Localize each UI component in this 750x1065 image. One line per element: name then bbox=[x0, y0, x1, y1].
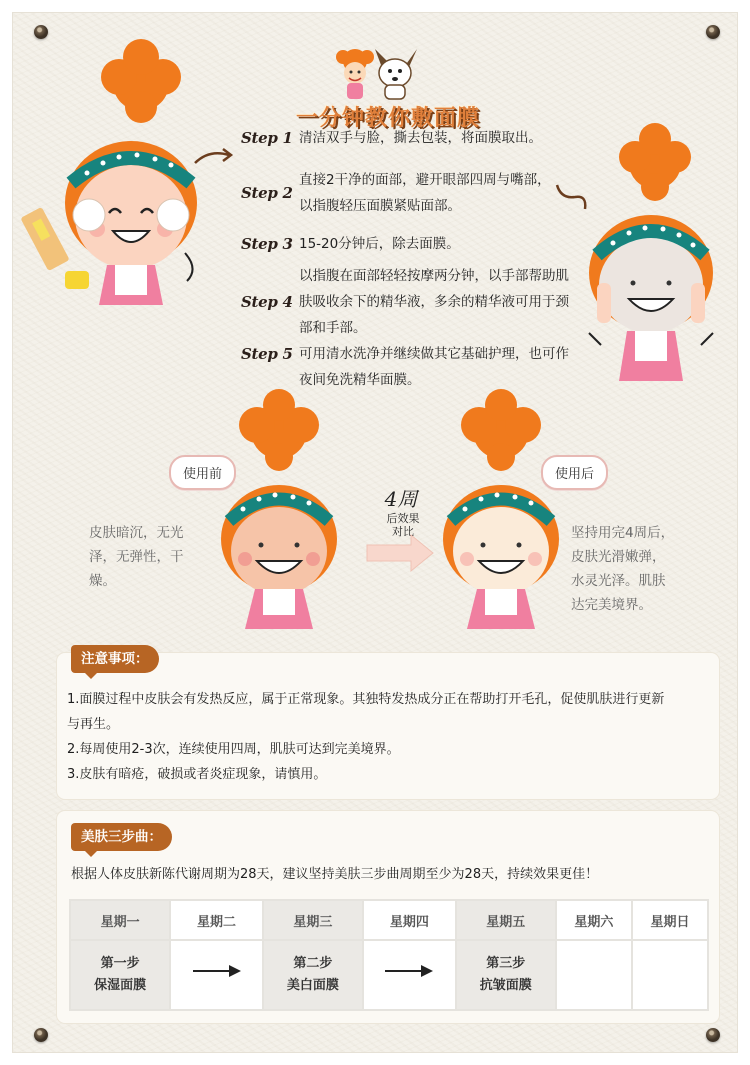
notes-heading: 注意事项： bbox=[71, 645, 159, 673]
note-2: 2.每周使用2-3次，连续使用四周，肌肤可达到完美境界。 bbox=[67, 742, 400, 757]
note-1-cont: 与再生。 bbox=[67, 717, 120, 732]
poster-page bbox=[12, 12, 738, 1053]
comparison-arrow-icon bbox=[367, 535, 433, 571]
step-4-line-2: 肤吸收余下的精华液，多余的精华液可用于颈 bbox=[299, 294, 569, 310]
schedule-body-row bbox=[70, 940, 708, 1010]
routine-panel bbox=[57, 811, 719, 1023]
step-1-label: Step 1 bbox=[241, 129, 293, 147]
step-4-label: Step 4 bbox=[241, 293, 293, 311]
after-label: 使用后 bbox=[555, 467, 595, 482]
cell-thursday bbox=[363, 940, 456, 1010]
cell-tuesday bbox=[170, 940, 263, 1010]
cell-friday: 第三步 抗皱面膜 bbox=[456, 940, 556, 1010]
girl-before-illustration bbox=[209, 389, 349, 629]
step-2-line-2: 以指腹轻压面膜紧贴面部。 bbox=[299, 198, 461, 214]
weeks-label: 4周 bbox=[384, 487, 418, 511]
after-description: 坚持用完4周后， 皮肤光滑嫩弹， 水灵光泽。肌肤 达完美境界。 bbox=[571, 525, 675, 613]
girl-after-illustration bbox=[431, 389, 571, 629]
four-week-comparison bbox=[363, 483, 443, 573]
day-tuesday: 星期二 bbox=[170, 900, 263, 940]
weeks-sub-2: 对比 bbox=[392, 525, 414, 538]
note-3: 3.皮肤有暗疮，破损或者炎症现象，请慎用。 bbox=[67, 767, 327, 782]
right-arrow-icon bbox=[385, 964, 433, 978]
step-5-line-2: 夜间免洗精华面膜。 bbox=[299, 372, 421, 388]
step-2-line-1: 直接2干净的面部，避开眼部四周与嘴部， bbox=[299, 172, 551, 188]
step-3-label: Step 3 bbox=[241, 235, 293, 253]
step-4-line-3: 部和手部。 bbox=[299, 320, 367, 336]
day-sunday: 星期日 bbox=[632, 900, 708, 940]
curly-arrow-left bbox=[193, 145, 233, 169]
before-description: 皮肤暗沉，无光 泽，无弹性，干 燥。 bbox=[89, 525, 184, 589]
routine-lead: 根据人体皮肤新陈代谢周期为28天，建议坚持美肤三步曲周期至少为28天，持续效果更佳！ bbox=[71, 867, 599, 882]
page-title: 一分钟教你敷面膜 bbox=[295, 105, 480, 131]
day-thursday: 星期四 bbox=[363, 900, 456, 940]
note-1: 1.面膜过程中皮肤会有发热反应，属于正常现象。其独特发热成分正在帮助打开毛孔，促使肌肤进行更新 bbox=[67, 692, 665, 707]
cell-wednesday: 第二步 美白面膜 bbox=[263, 940, 363, 1010]
before-label: 使用前 bbox=[183, 467, 223, 482]
step-2 bbox=[241, 167, 601, 223]
step-4 bbox=[241, 263, 601, 343]
weekly-schedule-table bbox=[69, 899, 709, 1011]
step-5-line-1: 可用清水洗净并继续做其它基础护理，也可作 bbox=[299, 346, 569, 362]
routine-heading: 美肤三步曲： bbox=[71, 823, 172, 851]
step-1 bbox=[241, 125, 601, 155]
day-monday: 星期一 bbox=[70, 900, 170, 940]
schedule-header-row bbox=[70, 900, 708, 940]
step-3-line-1: 15-20分钟后，除去面膜。 bbox=[299, 236, 460, 252]
step-5-label: Step 5 bbox=[241, 345, 293, 363]
rivet-bottom-left bbox=[34, 1028, 48, 1042]
notes-list bbox=[67, 687, 712, 787]
girl-and-dog-illustration bbox=[283, 43, 493, 103]
day-wednesday: 星期三 bbox=[263, 900, 363, 940]
step-3 bbox=[241, 231, 601, 261]
notes-panel bbox=[57, 653, 719, 799]
weeks-sub-1: 后效果 bbox=[386, 512, 420, 525]
right-arrow-icon bbox=[193, 964, 241, 978]
rivet-bottom-right bbox=[706, 1028, 720, 1042]
rivet-top-right bbox=[706, 25, 720, 39]
day-friday: 星期五 bbox=[456, 900, 556, 940]
cell-sunday bbox=[632, 940, 708, 1010]
cell-saturday bbox=[556, 940, 632, 1010]
girl-with-mask-illustration bbox=[583, 123, 733, 383]
step-4-line-1: 以指腹在面部轻轻按摩两分钟，以手部帮助肌 bbox=[299, 268, 569, 284]
step-1-line-1: 清洁双手与脸，撕去包装，将面膜取出。 bbox=[299, 130, 542, 146]
step-2-label: Step 2 bbox=[241, 184, 293, 202]
cell-monday: 第一步 保湿面膜 bbox=[70, 940, 170, 1010]
day-saturday: 星期六 bbox=[556, 900, 632, 940]
title-block bbox=[283, 43, 493, 133]
